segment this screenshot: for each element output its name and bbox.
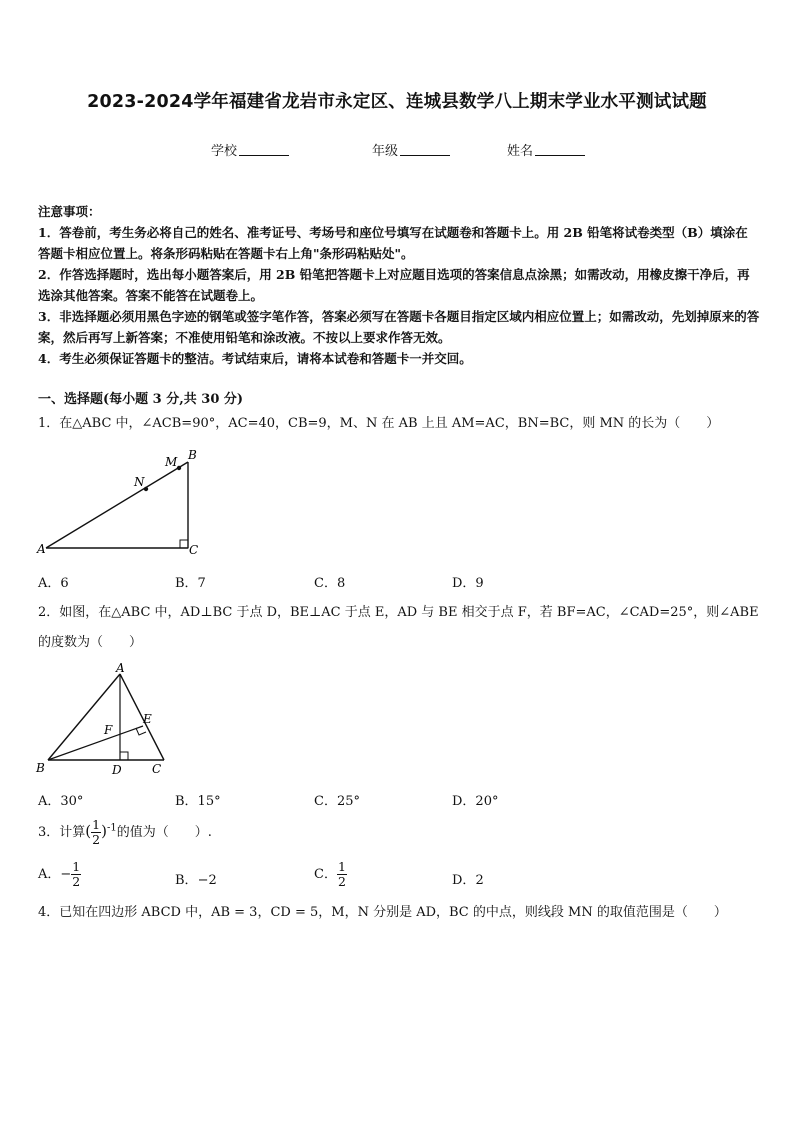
notice-item-1: 1．答卷前，考生务必将自己的姓名、准考证号、考场号和座位号填写在试题卷和答题卡上。用 2B 铅笔将试卷类型（B）填涂在答题卡相应位置上。将条形码粘贴在答题卡右上角"条形码粘贴处"。 <box>38 225 748 261</box>
notice-heading: 注意事项： <box>38 204 101 219</box>
label-b: B <box>188 448 197 462</box>
exam-title: 2023-2024学年福建省龙岩市永定区、连城县数学八上期末学业水平测试试题 <box>87 92 707 112</box>
q3-option-a-den: 2 <box>72 874 81 889</box>
notice-item-3: 3．非选择题必须用黑色字迹的钢笔或签字笔作答，答案必须写在答题卡各题目指定区域内相应位置上；如需改动，先划掉原来的答案，然后再写上新答案；不准使用铅笔和涂改液。不按以上要求作答无效。 <box>38 309 760 345</box>
label-c: C <box>189 543 199 557</box>
question-4-text: 4．已知在四边形 ABCD 中，AB = 3，CD = 5，M，N 分别是 AD，BC 的中点，则线段 MN 的取值范围是（ ） <box>38 905 727 920</box>
question-1-options <box>38 572 758 590</box>
q3-option-d-label: D． <box>452 873 476 888</box>
label-c: C <box>152 762 162 776</box>
question-2-text-line2: 的度数为（ ） <box>38 635 143 650</box>
q3-open-paren: ( <box>85 822 92 840</box>
q3-option-a-label: A． <box>38 867 61 882</box>
q1-option-c[interactable]: C．8 <box>314 576 346 591</box>
q3-option-d-value: 2 <box>475 873 484 888</box>
q3-option-a-fraction <box>71 860 81 889</box>
question-2-options <box>38 790 758 808</box>
q3-option-a-sign: − <box>60 867 72 882</box>
q2-option-d[interactable]: D．20° <box>452 794 499 809</box>
grade-field <box>372 140 450 159</box>
q3-option-a-num: 1 <box>72 859 81 874</box>
q3-option-d[interactable] <box>452 869 484 888</box>
name-blank <box>535 143 585 156</box>
q3-option-c-den: 2 <box>337 874 346 889</box>
q3-frac-den: 2 <box>92 832 101 847</box>
notice-item-2: 2．作答选择题时，选出每小题答案后，用 2B 铅笔把答题卡上对应题目选项的答案信息点涂黑；如需改动，用橡皮擦干净后，再选涂其他答案。答案不能答在试题卷上。 <box>38 267 750 303</box>
q2-option-b[interactable]: B．15° <box>175 794 221 809</box>
grade-blank <box>400 143 450 156</box>
question-2-text-line1: 2．如图，在△ABC 中，AD⊥BC 于点 D，BE⊥AC 于点 E，AD 与 BE 相交于点 F，若 BF=AC，∠CAD=25°，则∠ABE <box>38 605 759 620</box>
q2-option-c[interactable]: C．25° <box>314 794 360 809</box>
school-field <box>211 140 289 159</box>
q1-option-a[interactable]: A．6 <box>38 576 69 591</box>
q3-suffix: 的值为（ ）. <box>116 825 212 840</box>
notice-block <box>38 201 760 369</box>
q3-option-a[interactable] <box>38 860 81 889</box>
q3-close-paren: ) <box>101 822 107 840</box>
q2-option-a[interactable]: A．30° <box>38 794 84 809</box>
label-m: M <box>165 455 178 469</box>
q3-option-b-label: B． <box>175 873 198 888</box>
name-label: 姓名 <box>507 144 534 159</box>
q1-option-b[interactable]: B．7 <box>175 576 206 591</box>
question-3-text <box>38 818 760 847</box>
label-a: A <box>37 542 46 556</box>
label-f: F <box>104 723 113 737</box>
q3-fraction <box>91 818 101 847</box>
q3-frac-num: 1 <box>92 817 101 832</box>
q3-option-c-fraction <box>337 860 347 889</box>
school-blank <box>239 143 289 156</box>
q3-option-b[interactable] <box>175 869 217 888</box>
question-2-figure <box>32 660 182 782</box>
label-d: D <box>112 763 122 777</box>
question-3-options <box>38 860 758 896</box>
notice-item-4: 4．考生必须保证答题卡的整洁。考试结束后，请将本试卷和答题卡一并交回。 <box>38 351 472 366</box>
section-heading: 一、选择题(每小题 3 分,共 30 分) <box>38 392 244 407</box>
q3-option-c-label: C． <box>314 867 337 882</box>
point-m <box>177 466 181 470</box>
label-e: E <box>143 712 152 726</box>
name-field <box>507 140 585 159</box>
question-1-figure <box>34 446 214 560</box>
school-label: 学校 <box>211 144 238 159</box>
q3-option-c-num: 1 <box>337 859 346 874</box>
q3-option-c[interactable] <box>314 860 347 889</box>
q3-option-b-value: −2 <box>197 873 217 888</box>
label-n: N <box>134 475 145 489</box>
question-1-text: 1．在△ABC 中，∠ACB=90°，AC=40，CB=9，M、N 在 AB 上且 AM=AC，BN=BC，则 MN 的长为（ ） <box>38 416 720 431</box>
label-b: B <box>36 761 45 775</box>
q3-exponent: -1 <box>106 822 117 834</box>
grade-label: 年级 <box>372 144 399 159</box>
q3-prefix: 3．计算 <box>38 825 86 840</box>
label-a: A <box>116 661 125 675</box>
q1-option-d[interactable]: D．9 <box>452 576 484 591</box>
